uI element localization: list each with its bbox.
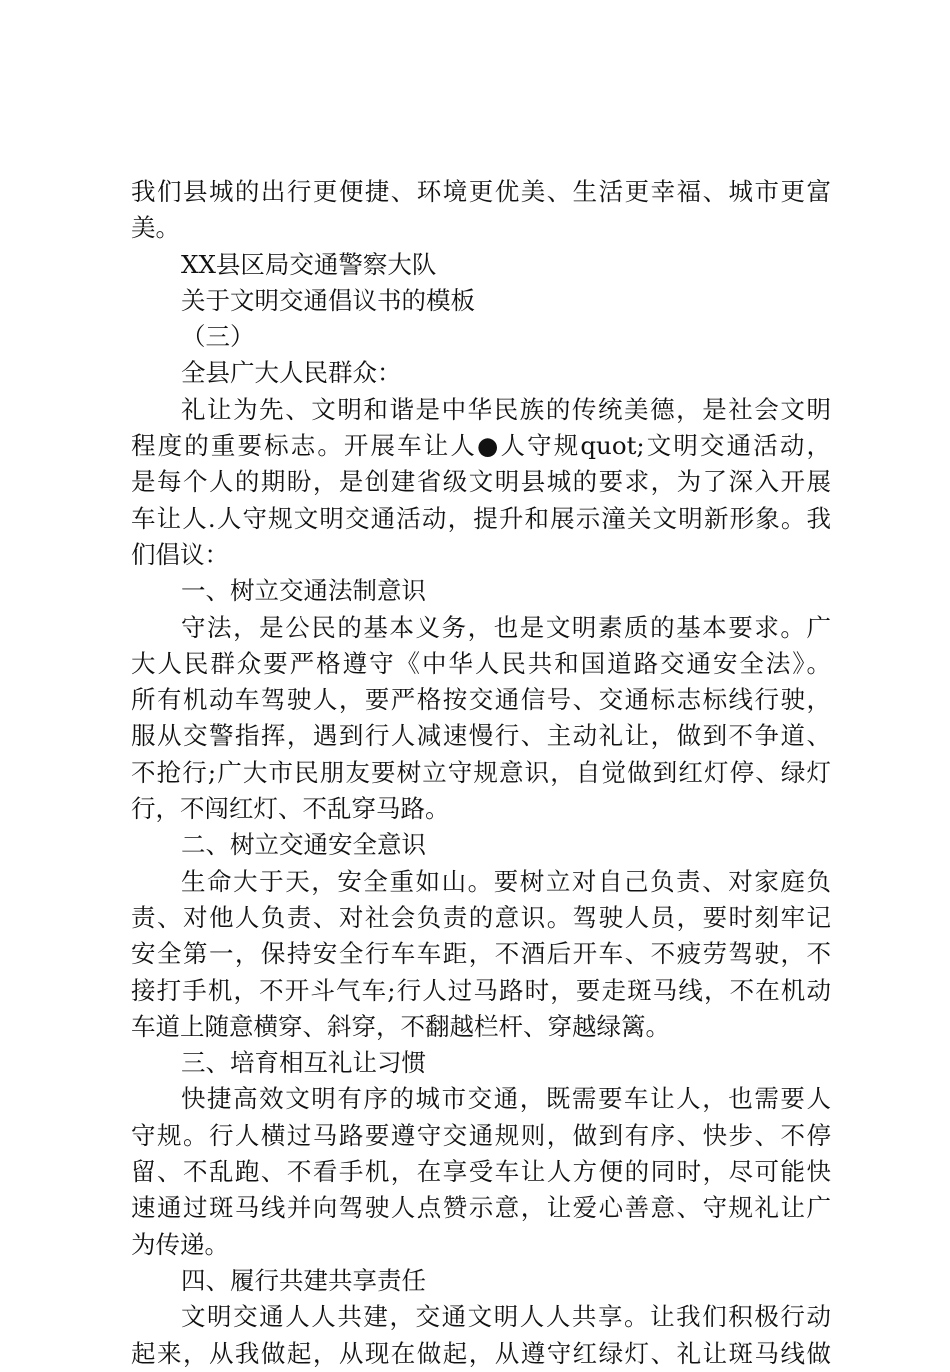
- text-line: 程度的重要标志。开展车让人●人守规quot;文明交通活动，: [131, 431, 831, 461]
- text-line: 留、不乱跑、不看手机，在享受车让人方便的同时，尽可能快: [131, 1157, 831, 1187]
- section-number: （三）: [181, 322, 255, 352]
- text-line: 责、对他人负责、对社会负责的意识。驾驶人员，要时刻牢记: [131, 902, 831, 932]
- text-line: 行，不闯红灯、不乱穿马路。: [131, 794, 450, 824]
- section-heading: 三、培育相互礼让习惯: [181, 1048, 426, 1078]
- document-title: 关于文明交通倡议书的模板: [181, 285, 475, 315]
- text-line: 们倡议：: [131, 539, 229, 569]
- text-line: 快捷高效文明有序的城市交通，既需要车让人，也需要人: [181, 1084, 831, 1114]
- text-line: 所有机动车驾驶人，要严格按交通信号、交通标志标线行驶，: [131, 685, 831, 715]
- text-line: 为传递。: [131, 1229, 229, 1259]
- text-line: 起来，从我做起，从现在做起，从遵守红绿灯、礼让斑马线做: [131, 1338, 831, 1368]
- text-line: 守规。行人横过马路要遵守交通规则，做到有序、快步、不停: [131, 1120, 831, 1150]
- text-line: 礼让为先、文明和谐是中华民族的传统美德，是社会文明: [181, 394, 831, 424]
- text-line: 我们县城的出行更便捷、环境更优美、生活更幸福、城市更富: [131, 177, 831, 206]
- text-line: 车道上随意横穿、斜穿，不翻越栏杆、穿越绿篱。: [131, 1011, 670, 1041]
- text-line: 生命大于天，安全重如山。要树立对自己负责、对家庭负: [181, 866, 831, 896]
- text-line: 文明交通人人共建，交通文明人人共享。让我们积极行动: [181, 1302, 831, 1332]
- text-line: 守法，是公民的基本义务，也是文明素质的基本要求。广: [181, 612, 831, 642]
- section-heading: 二、树立交通安全意识: [181, 830, 426, 860]
- section-heading: 一、树立交通法制意识: [181, 576, 426, 606]
- text-line: 安全第一，保持安全行车车距，不酒后开车、不疲劳驾驶，不: [131, 939, 831, 969]
- text-line: 接打手机，不开斗气车;行人过马路时，要走斑马线，不在机动: [131, 975, 831, 1005]
- section-heading: 四、履行共建共享责任: [181, 1265, 426, 1295]
- document-body: [131, 174, 831, 1372]
- text-line: 速通过斑马线并向驾驶人点赞示意，让爱心善意、守规礼让广: [131, 1193, 831, 1223]
- text-line: 不抢行;广大市民朋友要树立守规意识，自觉做到红灯停、绿灯: [131, 757, 831, 787]
- text-line: 服从交警指挥，遇到行人减速慢行、主动礼让，做到不争道、: [131, 721, 831, 751]
- text-line: 大人民群众要严格遵守《中华人民共和国道路交通安全法》。: [131, 648, 831, 678]
- signature-line: XX县区局交通警察大队: [181, 249, 437, 279]
- text-line: 是每个人的期盼，是创建省级文明县城的要求，为了深入开展: [131, 467, 831, 497]
- text-line: 车让人.人守规文明交通活动，提升和展示潼关文明新形象。我: [131, 503, 831, 533]
- text-line: 美。: [131, 213, 180, 243]
- salutation: 全县广大人民群众：: [181, 358, 402, 388]
